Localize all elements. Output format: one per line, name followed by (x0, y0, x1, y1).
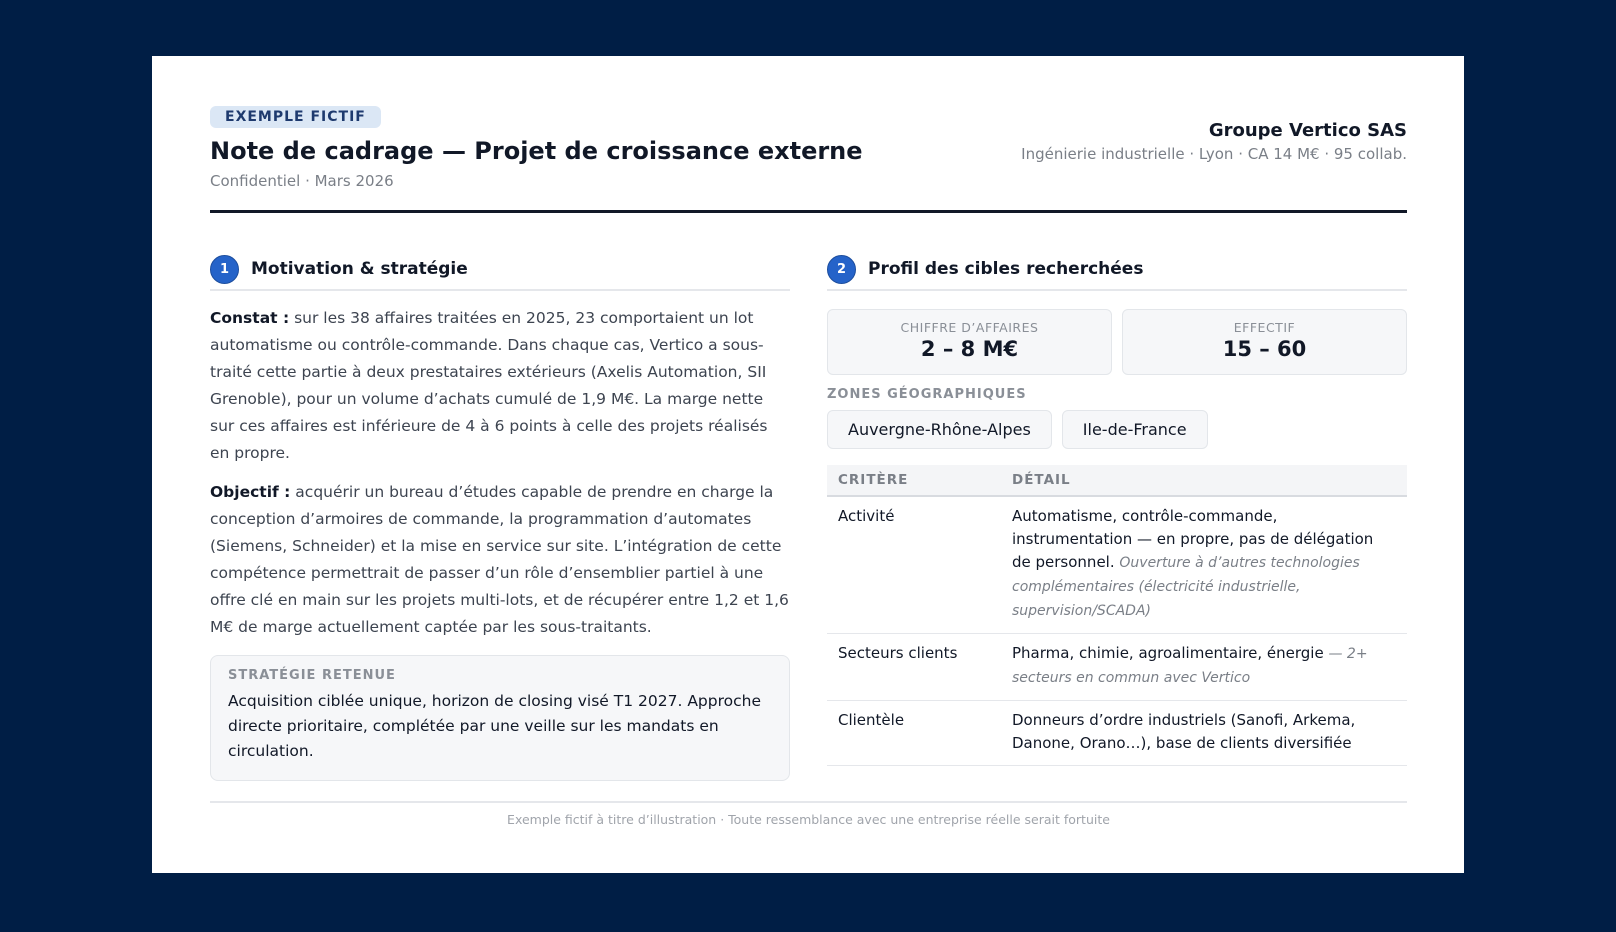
section-target-profile (827, 251, 1407, 781)
zone-chips (827, 410, 1407, 449)
kpi-headcount (1122, 309, 1407, 375)
table-row (827, 634, 1407, 701)
strategy-box (210, 655, 790, 781)
constat-text: sur les 38 affaires traitées en 2025, 23 comportaient un lot automatisme ou contrôle-commande. Dans chaque cas, Vertico a sous-traité cette partie à deux prestataires extérieurs (Axelis Automation, SII Grenoble), pour un volume d’achats cumulé de 1,9 M€. La marge nette sur ces affaires est inférieure de 4 à 6 points à celle des projets réalisés en propre. (210, 309, 768, 462)
detail-text: Automatisme, contrôle-commande, instrumentation — en propre, pas de délégation de personnel. (1012, 507, 1374, 571)
constat-paragraph (210, 305, 790, 467)
detail-text: Donneurs d’ordre industriels (Sanofi, Arkema, Danone, Orano…), base de clients diversifiée (1012, 711, 1356, 752)
objectif-text: acquérir un bureau d’études capable de prendre en charge la conception d’armoires de commande, la programmation d’automates (Siemens, Schneider) et la mise en service sur site. L’intégration de cette compétence permettrait de passer d’un rôle d’ensemblier partiel à une offre clé en main sur les projets multi-lots, et de récupérer entre 1,2 et 1,6 M€ de marge actuellement captée par les sous-traitants. (210, 483, 789, 636)
page-subtitle: Confidentiel · Mars 2026 (210, 172, 394, 190)
detail-note: Ouverture à d’autres technologies complémentaires (électricité industrielle, supervision/SCADA) (1012, 555, 1360, 619)
section-header (827, 251, 1407, 291)
objectif-label: Objectif : (210, 483, 291, 501)
zones-label: ZONES GÉOGRAPHIQUES (827, 387, 1027, 402)
objectif-paragraph (210, 479, 790, 641)
detail-note: — 2+ secteurs en commun avec Vertico (1012, 646, 1368, 686)
section-number-badge: 2 (827, 255, 856, 284)
table-row (827, 496, 1407, 634)
document-card (152, 56, 1464, 873)
section-title: Motivation & stratégie (251, 259, 468, 279)
document-header (210, 106, 1407, 213)
kpi-label: CHIFFRE D’AFFAIRES (900, 320, 1039, 335)
detail-cell (1001, 701, 1407, 766)
section-title: Profil des cibles recherchées (868, 259, 1144, 279)
constat-label: Constat : (210, 309, 290, 327)
section-header (210, 251, 790, 291)
column-header-critere: CRITÈRE (827, 465, 1001, 496)
column-header-detail: DÉTAIL (1001, 465, 1407, 496)
detail-cell (1001, 496, 1407, 634)
section-motivation (210, 251, 790, 781)
criterion-cell: Activité (827, 496, 1001, 634)
table-row (827, 701, 1407, 766)
strategy-text: Acquisition ciblée unique, horizon de closing visé T1 2027. Approche directe prioritaire, complétée par une veille sur les mandats en circulation. (228, 692, 761, 760)
section-number-badge: 1 (210, 255, 239, 284)
footer-disclaimer: Exemple fictif à titre d’illustration · Toute ressemblance avec une entreprise réelle serait fortuite (210, 801, 1407, 827)
criteria-table (827, 465, 1407, 766)
company-name: Groupe Vertico SAS (1208, 120, 1407, 141)
fictional-badge: EXEMPLE FICTIF (210, 106, 381, 128)
kpi-revenue (827, 309, 1112, 375)
company-block (1021, 120, 1407, 163)
detail-text: Pharma, chimie, agroalimentaire, énergie (1012, 644, 1324, 662)
table-header-row (827, 465, 1407, 496)
zone-chip: Auvergne-Rhône-Alpes (827, 410, 1052, 449)
criterion-cell: Secteurs clients (827, 634, 1001, 701)
detail-cell (1001, 634, 1407, 701)
page-title: Note de cadrage — Projet de croissance externe (210, 137, 863, 165)
kpi-row (827, 309, 1407, 375)
criterion-cell: Clientèle (827, 701, 1001, 766)
kpi-label: EFFECTIF (1233, 320, 1296, 335)
kpi-value: 2 – 8 M€ (920, 337, 1019, 361)
kpi-value: 15 – 60 (1222, 337, 1307, 361)
strategy-label: STRATÉGIE RETENUE (228, 668, 396, 683)
zone-chip: Ile-de-France (1062, 410, 1208, 449)
company-info: Ingénierie industrielle · Lyon · CA 14 M€ · 95 collab. (1021, 145, 1407, 163)
